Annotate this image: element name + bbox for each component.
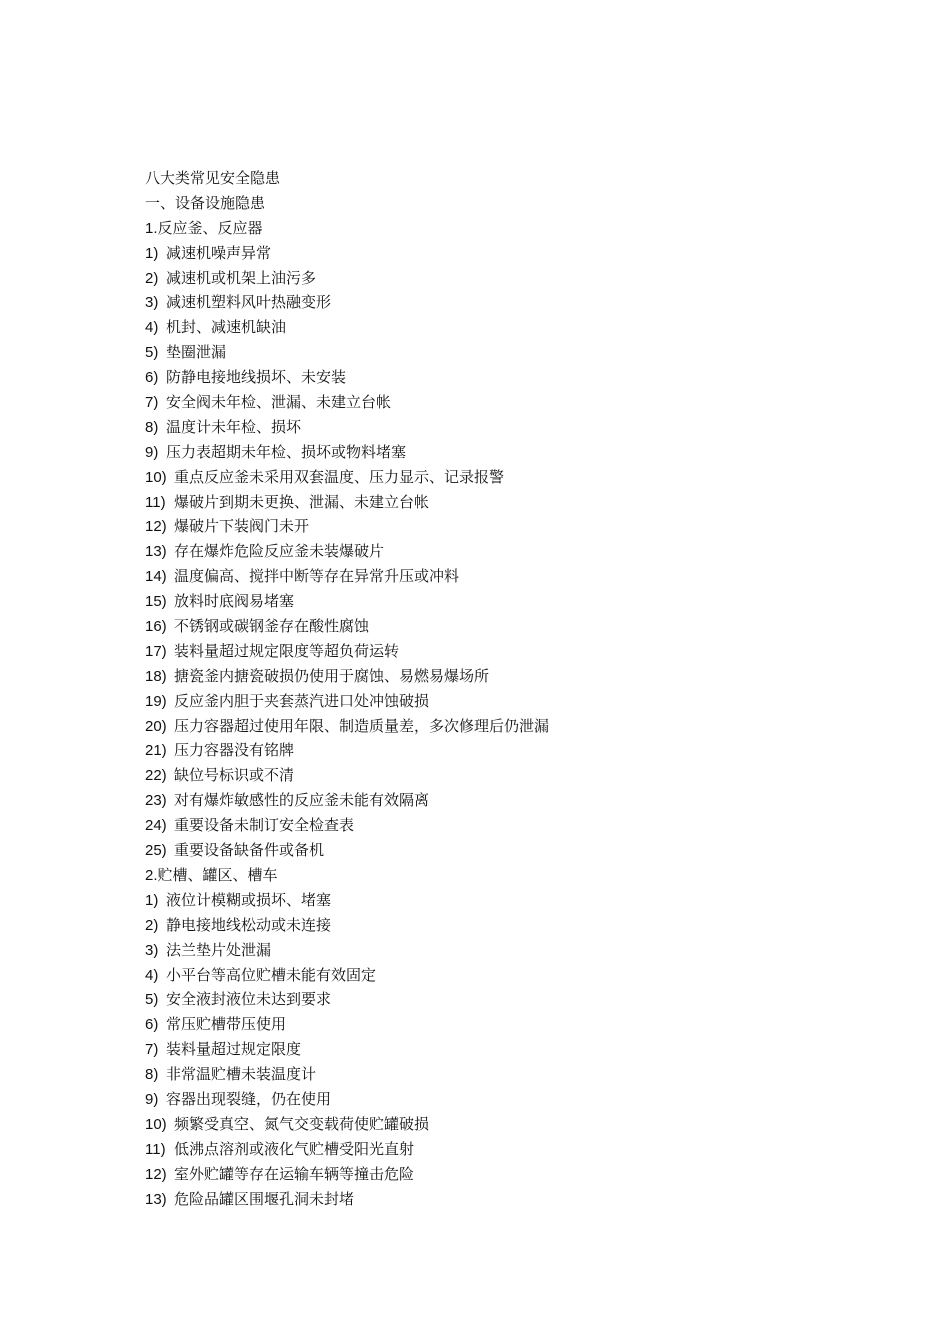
list-item-number: 1) [145, 244, 159, 262]
list-item-number: 1) [145, 891, 159, 909]
list-item-number: 24) [145, 817, 167, 835]
list-item-text: 放料时底阀易堵塞 [174, 592, 295, 611]
list-item-text: 搪瓷釜内搪瓷破损仍使用于腐蚀、易燃易爆场所 [174, 666, 490, 685]
list-item-number: 6) [145, 1016, 159, 1034]
list-item [145, 340, 865, 365]
list-item-number: 23) [145, 792, 167, 810]
list-item [145, 1012, 865, 1037]
list-item-text: 压力容器超过使用年限、制造质量差，多次修理后仍泄漏 [174, 716, 550, 735]
list-item-text: 缺位号标识或不清 [174, 766, 295, 785]
list-item-text: 容器出现裂缝，仍在使用 [166, 1089, 332, 1108]
list-item-text: 重要设备缺备件或备机 [174, 841, 325, 860]
list-item [145, 938, 865, 963]
list-item-number: 10) [145, 468, 167, 486]
list-item-text: 频繁受真空、氮气交变载荷使贮罐破损 [174, 1114, 430, 1133]
list-item-number: 18) [145, 667, 167, 685]
list-item-number: 4) [145, 319, 159, 337]
list-item-text: 常压贮槽带压使用 [166, 1015, 287, 1034]
list-item [145, 714, 865, 739]
list-item [145, 465, 865, 490]
list-item-number: 5) [145, 991, 159, 1009]
list-item-number: 12) [145, 518, 167, 536]
list-item-text: 安全液封液位未达到要求 [166, 990, 332, 1009]
list-item-text: 重点反应釜未采用双套温度、压力显示、记录报警 [174, 467, 505, 486]
list-item-text: 反应釜内胆于夹套蒸汽进口处冲蚀破损 [174, 691, 430, 710]
list-item-number: 10) [145, 1115, 167, 1133]
list-item-text: 装料量超过规定限度 [166, 1040, 302, 1059]
list-item [145, 564, 865, 589]
list-item-text: 爆破片到期未更换、泄漏、未建立台帐 [174, 492, 430, 511]
list-item [145, 490, 865, 515]
item-groups [145, 216, 865, 1212]
list-item [145, 1187, 865, 1212]
list-item [145, 365, 865, 390]
list-item [145, 589, 865, 614]
list-item-number: 22) [145, 767, 167, 785]
list-item-text: 安全阀未年检、泄漏、未建立台帐 [166, 393, 392, 412]
list-item [145, 614, 865, 639]
list-item-number: 14) [145, 568, 167, 586]
list-item-number: 2) [145, 269, 159, 287]
list-item [145, 390, 865, 415]
list-item-text: 法兰垫片处泄漏 [166, 940, 272, 959]
list-item-number: 9) [145, 443, 159, 461]
list-item-number: 7) [145, 394, 159, 412]
list-item [145, 738, 865, 763]
list-item-text: 减速机塑料风叶热融变形 [166, 293, 332, 312]
group-heading [145, 863, 865, 888]
list-item-number: 8) [145, 418, 159, 436]
list-item [145, 763, 865, 788]
list-item-text: 危险品罐区围堰孔洞未封堵 [174, 1189, 355, 1208]
list-item [145, 440, 865, 465]
list-item-number: 3) [145, 294, 159, 312]
list-item-number: 13) [145, 1190, 167, 1208]
section-heading: 一、设备设施隐患 [145, 193, 266, 212]
list-item [145, 987, 865, 1012]
list-item-text: 重要设备未制订安全检查表 [174, 816, 355, 835]
list-item-text: 爆破片下装阀门未开 [174, 517, 310, 536]
list-item-text: 静电接地线松动或未连接 [166, 915, 332, 934]
list-item-number: 11) [145, 1140, 166, 1158]
list-item [145, 1087, 865, 1112]
list-item-number: 2) [145, 916, 159, 934]
group-heading-text: 反应釜、反应器 [157, 218, 263, 237]
list-item-number: 15) [145, 593, 167, 611]
list-item [145, 664, 865, 689]
list-item-text: 存在爆炸危险反应釜未装爆破片 [174, 542, 385, 561]
list-item-text: 对有爆炸敏感性的反应釜未能有效隔离 [174, 791, 430, 810]
list-item [145, 1037, 865, 1062]
list-item [145, 913, 865, 938]
list-item-number: 8) [145, 1066, 159, 1084]
list-item [145, 788, 865, 813]
group-heading-number: 2. [145, 866, 158, 884]
list-item-text: 减速机或机架上油污多 [166, 268, 317, 287]
list-item [145, 1162, 865, 1187]
list-item-text: 垫圈泄漏 [166, 343, 227, 362]
list-item [145, 241, 865, 266]
list-item [145, 415, 865, 440]
list-item-text: 液位计模糊或损坏、堵塞 [166, 890, 332, 909]
document-body [145, 166, 865, 1211]
document-title: 八大类常见安全隐患 [145, 169, 281, 187]
list-item-number: 9) [145, 1090, 159, 1108]
list-item-number: 6) [145, 369, 159, 387]
group-heading-number: 1. [145, 219, 158, 237]
list-item [145, 1062, 865, 1087]
list-item-number: 25) [145, 842, 167, 860]
list-item-number: 3) [145, 941, 159, 959]
list-item-text: 减速机噪声异常 [166, 243, 272, 262]
list-item-text: 小平台等高位贮槽未能有效固定 [166, 965, 377, 984]
list-item [145, 838, 865, 863]
list-item-number: 19) [145, 692, 167, 710]
list-item-text: 低沸点溶剂或液化气贮槽受阳光直射 [174, 1139, 415, 1158]
list-item [145, 813, 865, 838]
list-item-number: 7) [145, 1041, 159, 1059]
group-heading [145, 216, 865, 241]
list-item-text: 温度偏高、搅拌中断等存在异常升压或冲料 [174, 567, 460, 586]
list-item-text: 压力表超期未年检、损坏或物料堵塞 [166, 442, 407, 461]
list-item-text: 防静电接地线损坏、未安装 [166, 368, 347, 387]
list-item [145, 1137, 865, 1162]
list-item-text: 机封、减速机缺油 [166, 318, 287, 337]
list-item-number: 5) [145, 344, 159, 362]
list-item-text: 装料量超过规定限度等超负荷运转 [174, 641, 400, 660]
list-item-text: 不锈钢或碳钢釜存在酸性腐蚀 [174, 617, 370, 636]
list-item-number: 13) [145, 543, 167, 561]
list-item-number: 17) [145, 642, 167, 660]
list-item [145, 963, 865, 988]
list-item-number: 20) [145, 717, 167, 735]
list-item [145, 639, 865, 664]
list-item [145, 888, 865, 913]
list-item [145, 539, 865, 564]
list-item-text: 压力容器没有铭牌 [174, 741, 295, 760]
list-item-number: 21) [145, 742, 167, 760]
group-heading-text: 贮槽、罐区、槽车 [157, 865, 278, 884]
list-item-number: 16) [145, 618, 167, 636]
list-item-text: 非常温贮槽未装温度计 [166, 1065, 317, 1084]
list-item-text: 温度计未年检、损坏 [166, 417, 302, 436]
list-item [145, 290, 865, 315]
list-item-number: 12) [145, 1165, 167, 1183]
list-item-number: 11) [145, 493, 166, 511]
list-item [145, 689, 865, 714]
list-item [145, 315, 865, 340]
list-item-number: 4) [145, 966, 159, 984]
list-item [145, 514, 865, 539]
list-item [145, 266, 865, 291]
list-item [145, 1112, 865, 1137]
list-item-text: 室外贮罐等存在运输车辆等撞击危险 [174, 1164, 415, 1183]
